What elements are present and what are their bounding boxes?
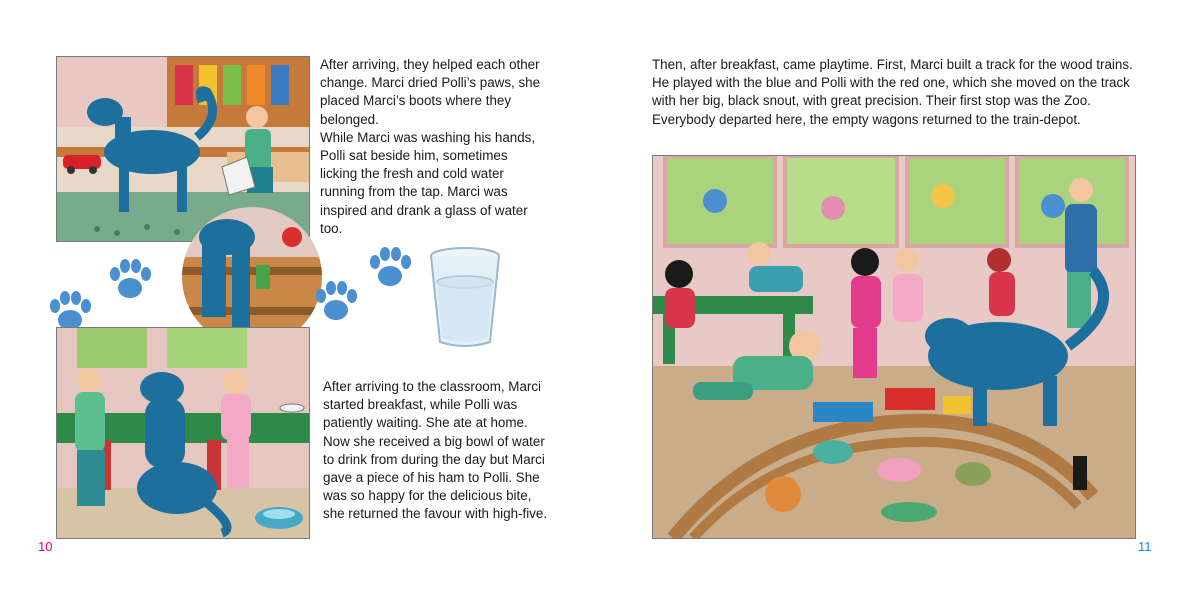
sink-closeup-inset bbox=[182, 207, 322, 347]
story-text bbox=[652, 56, 1142, 129]
paragraph: After arriving to the classroom, Marci started breakfast, while Polli was patiently waiting. She ate at home. Now she received a big bowl of water to drink from during the day but Marci gave a piece of his ham to Polli. She was so happy for the delicious bite, she returned the favour with high-five. bbox=[323, 379, 548, 522]
story-text-top bbox=[320, 56, 548, 238]
paragraph: Then, after breakfast, came playtime. First, Marci built a track for the wood trains. He played with the blue and Polli with the red one, which she moved on the track with her big, black snout, with great precision. Their first stop was the Zoo. Everybody departed here, the empty wagons returned to the train-depot. bbox=[652, 57, 1133, 127]
breakfast-illustration bbox=[56, 327, 310, 539]
right-page bbox=[596, 0, 1191, 596]
story-text-bottom bbox=[323, 378, 551, 524]
playroom-illustration bbox=[652, 155, 1136, 539]
left-page bbox=[0, 0, 595, 596]
paragraph: After arriving, they helped each other change. Marci dried Polli’s paws, she placed Marci’s boots where they belonged. bbox=[320, 57, 541, 127]
page-number: 11 bbox=[1138, 539, 1152, 554]
page-number: 10 bbox=[38, 539, 53, 554]
paw-print-icon bbox=[366, 246, 414, 290]
paragraph: While Marci was washing his hands, Polli sat beside him, sometimes licking the fresh and cold water running from the tap. Marci was inspired and drank a glass of water too. bbox=[320, 129, 536, 236]
paw-print-icon bbox=[106, 258, 154, 302]
water-glass-icon bbox=[426, 246, 504, 352]
paw-print-icon bbox=[312, 280, 360, 324]
